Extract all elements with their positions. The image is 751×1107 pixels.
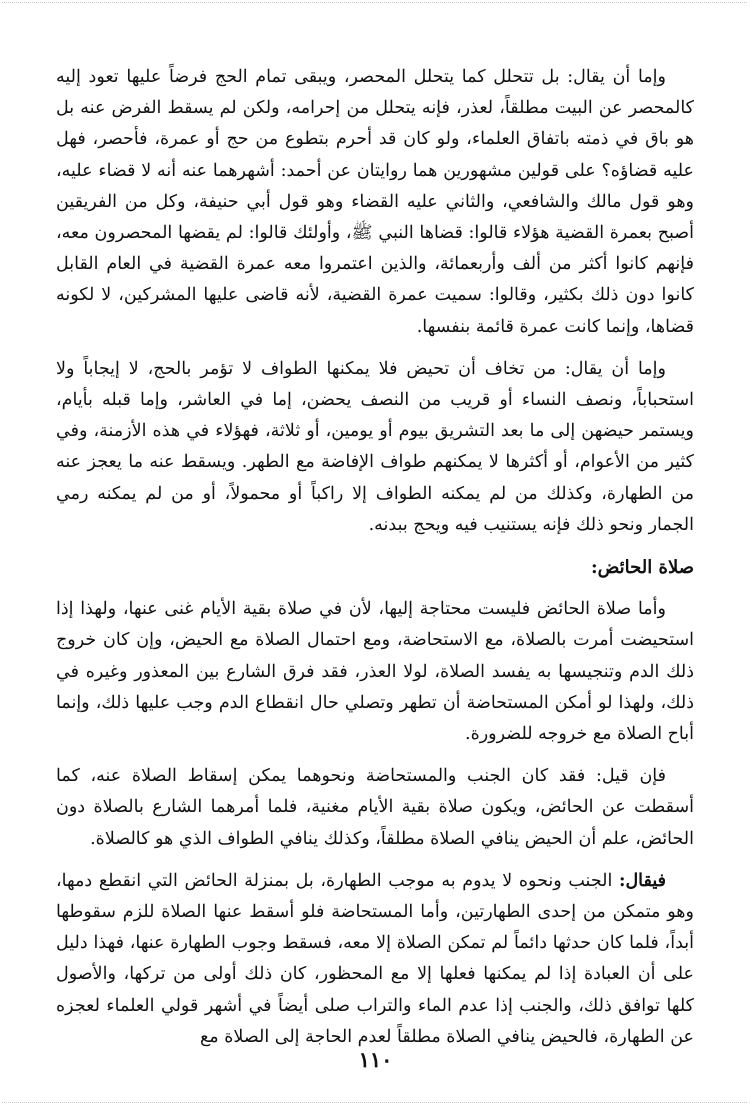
section-heading: صلاة الحائض:	[590, 557, 694, 579]
paragraph-4: فإن قيل: فقد كان الجنب والمستحاضة ونحوهما يمكن إسقاط الصلاة عنه، كما أسقطت عن الحائض، ويكون صلاة بقية الأيام مغنية، فلما أمرهما الشارع بالصلاة دون الحائض، علم أن الحيض ينافي الصلاة مطلقاً، وكذلك ينافي الطواف الذي هو كالصلاة.	[56, 766, 694, 849]
paragraph-lead-word: فيقال:	[618, 870, 666, 891]
paragraph-gap	[56, 750, 694, 761]
paragraph-gap	[56, 343, 694, 354]
page-body	[56, 62, 694, 1053]
paragraph-gap	[56, 855, 694, 866]
paragraph-3: وأما صلاة الحائض فليست محتاجة إليها، لأن في صلاة بقية الأيام غنى عنها، ولهذا إذا استحيضت أمرت بالصلاة، مع الاستحاضة، ومع احتمال الصلاة مع الحيض، وإن كان خروج ذلك الدم وتنجيسها به يفسد الصلاة، لولا العذر، فقد فرق الشارع بين المعذور وغيره في ذلك، ولهذا لو أمكن المستحاضة أن تطهر وتصلي حال انقطاع الدم وجب عليها ذلك، وإنما أباح الصلاة مع خروجه للضرورة.	[56, 599, 694, 745]
paragraph-1: وإما أن يقال: بل تتحلل كما يتحلل المحصر، ويبقى تمام الحج فرضاً عليها تعود إليه كالمحصر عن البيت مطلقاً، لعذر، فإنه يتحلل من إحرامه، ولكن لم يسقط الفرض عنه بل هو باق في ذمته باتفاق العلماء، ولو كان قد أحرم بتطوع من حج أو عمرة، فأحصر، فهل عليه قضاؤه؟ على قولين مشهورين هما روايتان عن أحمد: أشهرهما عنه أنه لا قضاء عليه، وهو قول مالك والشافعي، والثاني عليه القضاء وهو قول أبي حنيفة، وكل من الفريقين أصبح بعمرة القضية هؤلاء قالوا: قضاها النبي ﷺ، وأولئك قالوا: لم يقضها المحصرون معه، فإنهم كانوا أكثر من ألف وأربعمائة، والذين اعتمروا معه عمرة القضية في العام القابل كانوا دون ذلك بكثير، وقالوا: سميت عمرة القضية، لأنه قاضى عليها المشركين، لا لكونه قضاها، وإنما كانت عمرة قائمة بنفسها.	[56, 67, 694, 337]
paragraph-gap	[56, 583, 694, 594]
paragraph-5	[56, 866, 694, 1053]
paragraph-2: وإما أن يقال: من تخاف أن تحيض فلا يمكنها الطواف لا تؤمر بالحج، لا إيجاباً ولا استحباباً، ونصف النساء أو قريب من النصف يحضن، إما في العاشر، وإما قبله بأيام، ويستمر حيضهن إلى ما بعد التشريق بيوم أو يومين، أو ثلاثة، فهؤلاء في هذه الأزمنة، وفي كثير من الأعوام، أو أكثرها لا يمكنهم طواف الإفاضة مع الطهر. ويسقط عنه ما يعجز عنه من الطهارة، وكذلك من لم يمكنه الطواف إلا راكباً أو محمولاً، أو من لم يمكنه رمي الجمار ونحو ذلك فإنه يستنيب فيه ويحج ببدنه.	[56, 358, 694, 535]
page-number: ١١٠	[358, 1047, 393, 1072]
paragraph-5-body: الجنب ونحوه لا يدوم به موجب الطهارة، بل بمنزلة الحائض التي انقطع دمها، وهو متمكن من إحدى الطهارتين، وأما المستحاضة فلو أسقط عنها الصلاة للزم سقوطها أبداً، فلما كان حدثها دائماً لم تمكن الصلاة إلا معه، فسقط وجوب الطهارة عنها، فهذا دليل على أن العبادة إذا لم يمكنها فعلها إلا مع المحظور، كان ذلك أولى من تركها، والأصول كلها توافق ذلك، والجنب إذا عدم الماء والتراب صلى أيضاً في أشهر قولي العلماء لعجزه عن الطهارة، فالحيض ينافي الصلاة مطلقاً لعدم الحاجة إلى الصلاة مع	[56, 870, 694, 1047]
paragraph-gap	[56, 541, 694, 552]
